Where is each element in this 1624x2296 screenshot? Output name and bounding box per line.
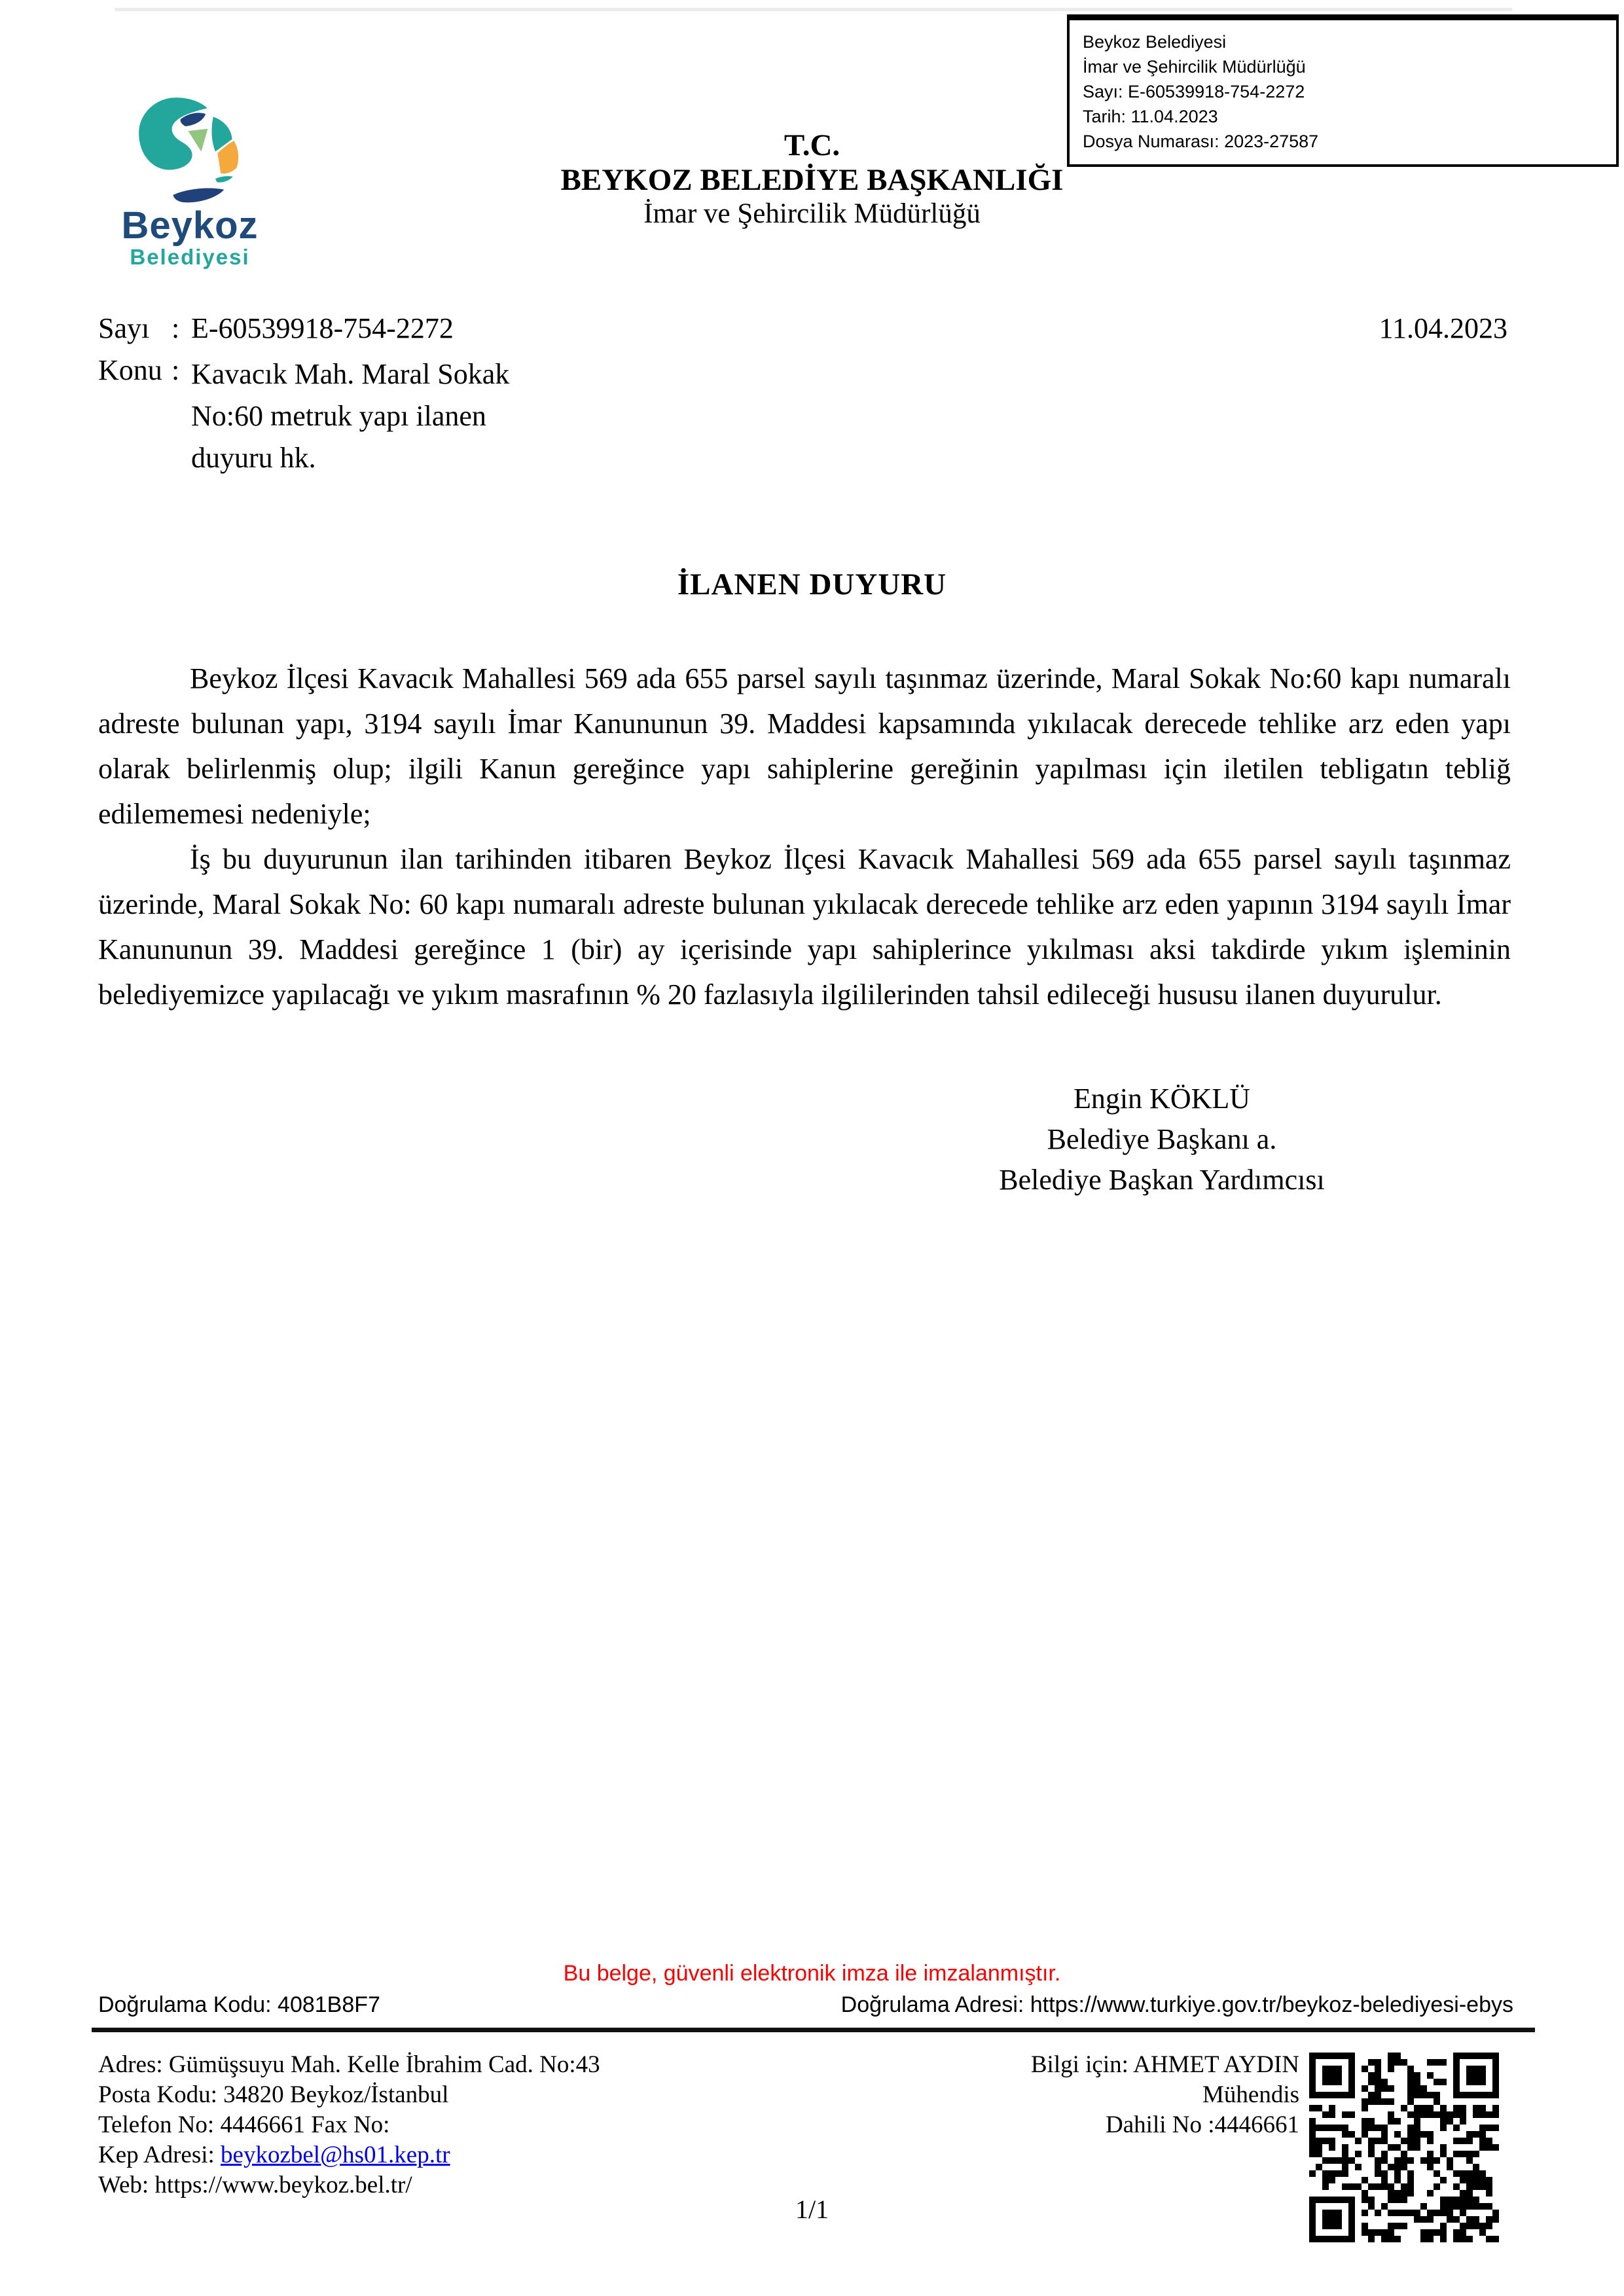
footer-contact-block (98, 2050, 600, 2200)
document-title: İLANEN DUYURU (677, 567, 947, 601)
sayi-value: E-60539918-754-2272 (191, 312, 454, 344)
footer-postal: Posta Kodu: 34820 Beykoz/İstanbul (98, 2081, 449, 2108)
info-box-municipality: Beykoz Belediyesi (1083, 32, 1227, 52)
logo-wordmark: Beykoz (121, 204, 259, 247)
sayi-label: Sayı (98, 312, 150, 344)
document-body (98, 656, 1511, 1017)
header-organization: BEYKOZ BELEDİYE BAŞKANLIĞI (560, 163, 1064, 197)
esign-notice: Bu belge, güvenli elektronik imza ile imzalanmıştır. (563, 1961, 1061, 1986)
sayi-colon: : (171, 312, 180, 344)
signer-title-1: Belediye Başkanı a. (1047, 1123, 1277, 1155)
konu-colon: : (171, 354, 180, 386)
footer-address: Adres: Gümüşsuyu Mah. Kelle İbrahim Cad. No:43 (98, 2051, 600, 2078)
body-paragraph-2: İş bu duyurunun ilan tarihinden itibaren Beykoz İlçesi Kavacık Mahallesi 569 ada 655 parsel sayılı taşınmaz üzerinde, Maral Sokak No: 60 kapı numaralı adreste bulunan yıkılacak derecede tehlike arz eden yapının 3194 sayılı İmar Kanununun 39. Maddesi gereğince 1 (bir) ay içerisinde yapı sahiplerince yıkılması aksi takdirde yıkım işleminin belediyemizce yapılacağı ve yıkım masrafının % 20 fazlasıyla ilgililerinden tahsil edileceği hususu ilanen duyurulur. (98, 843, 1511, 1011)
body-paragraph-1: Beykoz İlçesi Kavacık Mahallesi 569 ada 655 parsel sayılı taşınmaz üzerinde, Maral Sokak No:60 kapı numaralı adreste bulunan yapı, 3194 sayılı İmar Kanununun 39. Maddesi kapsamında yıkılacak derecede tehlike arz eden yapı olarak belirlenmiş olup; ilgili Kanun gereğince yapı sahiplerine gereğinin yapılması için iletilen tebligatın tebliğ edilememesi nedeniyle; (98, 662, 1511, 830)
footer-kep-link[interactable]: beykozbel@hs01.kep.tr (221, 2142, 450, 2168)
signer-name: Engin KÖKLÜ (1073, 1083, 1251, 1115)
signer-title-2: Belediye Başkan Yardımcısı (999, 1164, 1325, 1196)
footer-web: Web: https://www.beykoz.bel.tr/ (98, 2172, 412, 2198)
header-department: İmar ve Şehircilik Müdürlüğü (643, 198, 981, 229)
konu-value: Kavacık Mah. Maral Sokak No:60 metruk yapı ilanen duyuru hk. (191, 358, 510, 474)
info-box-directorate: İmar ve Şehircilik Müdürlüğü (1083, 57, 1306, 77)
info-box-file-number: Dosya Numarası: 2023-27587 (1083, 132, 1319, 151)
verification-address: Doğrulama Adresi: https://www.turkiye.gov.tr/beykoz-belediyesi-ebys (840, 1992, 1513, 2017)
footer-info-block (785, 2050, 1299, 2140)
verification-row (98, 1992, 1513, 2018)
info-box-number: Sayı: E-60539918-754-2272 (1083, 82, 1305, 101)
document-date: 11.04.2023 (1379, 312, 1507, 344)
footer-kep-label: Kep Adresi: (98, 2142, 221, 2168)
footer-contact-ext: Dahili No :4446661 (1106, 2111, 1299, 2138)
footer-contact-name: Bilgi için: AHMET AYDIN (1030, 2051, 1299, 2078)
footer-kep-row (98, 2140, 600, 2170)
info-box-date: Tarih: 11.04.2023 (1083, 107, 1218, 126)
verification-code: Doğrulama Kodu: 4081B8F7 (98, 1992, 380, 2017)
header-tc: T.C. (784, 128, 840, 162)
logo-subtitle: Belediyesi (130, 245, 250, 269)
page-number: 1/1 (795, 2195, 829, 2224)
footer-divider (92, 2028, 1535, 2032)
konu-label: Konu (98, 354, 162, 386)
footer-phone: Telefon No: 4446661 Fax No: (98, 2111, 390, 2138)
signature-block (838, 1079, 1486, 1200)
scan-artifact-line (115, 8, 1512, 11)
footer-contact-title: Mühendis (1202, 2081, 1299, 2108)
